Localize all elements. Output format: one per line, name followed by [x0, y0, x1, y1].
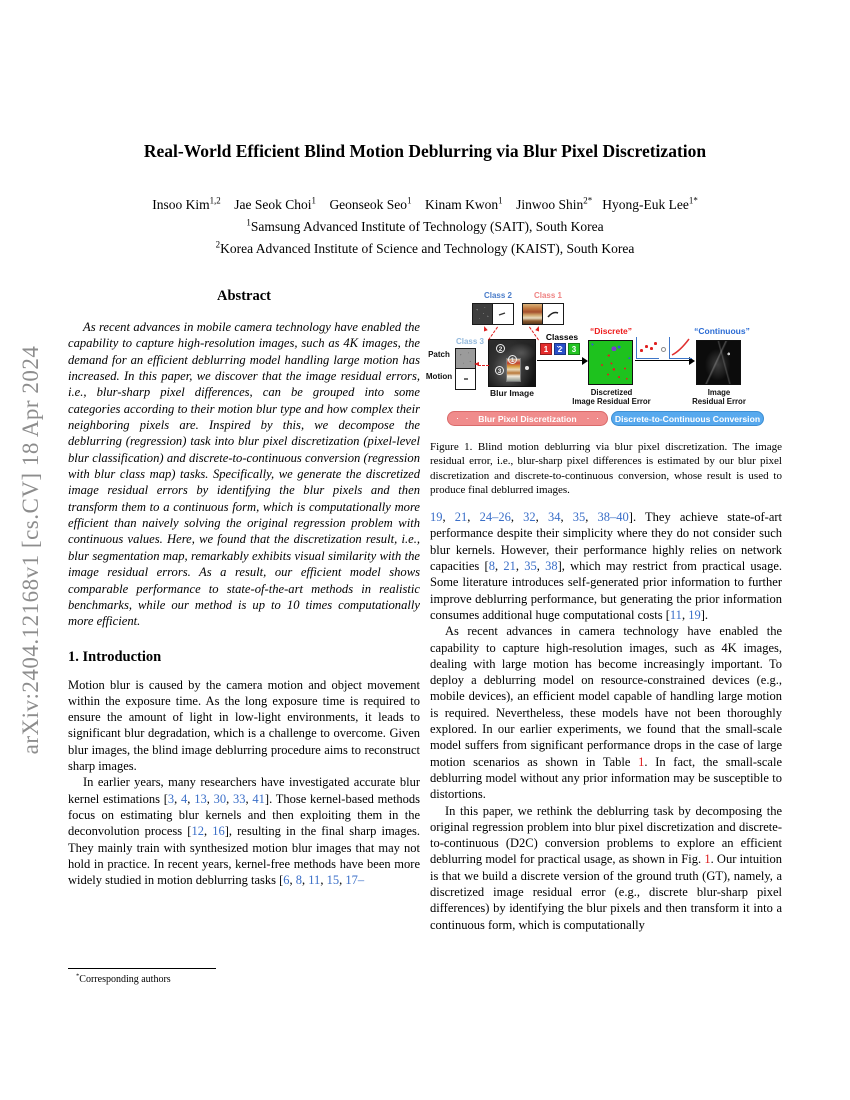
text-segment: 1	[246, 217, 251, 228]
text-segment: . In fact, the small-scale deblurring model without any prior information may be susceptible to distortions.	[430, 754, 782, 802]
motion-label: Motion	[425, 372, 453, 381]
text-segment: ,	[245, 791, 253, 806]
ref-link[interactable]: 1	[638, 754, 645, 769]
text-segment: ,	[560, 510, 573, 525]
citation-link[interactable]: 8	[488, 559, 495, 574]
dashed-arrow-class1-head	[535, 325, 540, 331]
text-segment: Insoo Kim	[152, 197, 210, 212]
text-segment	[412, 197, 426, 212]
abstract-heading: Abstract	[217, 288, 271, 304]
class-1-patch-image	[522, 303, 543, 325]
text-segment: ].	[700, 607, 708, 622]
text-segment: Jinwoo Shin	[516, 197, 584, 212]
text-segment: ,	[203, 824, 213, 839]
text-segment: 1*	[688, 195, 698, 206]
d2c-curve-icon	[670, 337, 691, 357]
citation-link[interactable]: 21	[454, 510, 468, 525]
affiliation-1	[0, 219, 850, 235]
text-segment: ,	[510, 510, 524, 525]
blur-mark-1: 1	[508, 355, 517, 364]
scatter-dot	[654, 342, 657, 345]
citation-link[interactable]: 24–26	[479, 510, 511, 525]
class-1-kernel-box	[543, 303, 564, 325]
residual-caption-line2: Residual Error	[692, 397, 746, 406]
text-segment: 2	[215, 239, 221, 250]
citation-link[interactable]: 4	[181, 791, 188, 806]
text-segment	[503, 197, 517, 212]
motion-kernel-dash-icon	[462, 376, 470, 382]
class-2-patch-image	[472, 303, 493, 325]
citation-link[interactable]: 30	[213, 791, 227, 806]
class-1-label: Class 1	[533, 291, 563, 300]
dashed-arrow-class2-head	[482, 325, 487, 331]
citation-link[interactable]: 21	[503, 559, 516, 574]
text-segment: Geonseok Seo	[329, 197, 408, 212]
blur-mark-3: 3	[495, 366, 504, 375]
text-segment: ]. They achieve state-of-art performance despite their simplicity where they do not consider such blur kernels. However, their performance highly relies on network capacities [	[430, 510, 783, 574]
text-segment: Jae Seok Choi	[234, 197, 312, 212]
text-segment: *	[76, 972, 80, 980]
citation-link[interactable]: 17–	[345, 873, 365, 888]
text-segment: ,	[226, 791, 233, 806]
text-segment: 2*	[583, 195, 593, 206]
mapping-circle-icon	[661, 347, 666, 352]
text-segment	[221, 197, 235, 212]
class-3-label: Class 3	[455, 337, 485, 346]
text-segment	[316, 197, 330, 212]
citation-link[interactable]: 38–40	[597, 510, 629, 525]
discretized-residual-image	[588, 340, 633, 385]
arxiv-watermark: arXiv:2404.12168v1 [cs.CV] 18 Apr 2024	[18, 345, 43, 755]
citation-link[interactable]: 35	[524, 559, 537, 574]
intro-paragraph-2	[68, 774, 420, 888]
banner-discrete-to-continuous-conversion: Discrete-to-Continuous Conversion	[611, 411, 764, 426]
curve-plot	[669, 337, 692, 359]
discrete-label: “Discrete”	[589, 326, 633, 336]
citation-link[interactable]: 32	[523, 510, 536, 525]
affiliation-2	[0, 241, 850, 257]
text-segment: ,	[467, 510, 480, 525]
text-segment: ,	[289, 873, 296, 888]
text-segment: ,	[174, 791, 182, 806]
citation-link[interactable]: 38	[545, 559, 558, 574]
text-segment: ,	[494, 559, 504, 574]
blur-mark-2: 2	[496, 344, 505, 353]
text-segment: Samsung Advanced Institute of Technology (SAIT), South Korea	[250, 219, 604, 234]
patch-label: Patch	[428, 350, 450, 359]
citation-link[interactable]: 13	[194, 791, 207, 806]
text-segment: ], resulting in the final sharp images. They mainly train with synthesized motion blur images that may not hold in practice. In recent years, kernel-free methods have been more widely studied in motion deblurring tasks [	[68, 824, 421, 888]
figure-1-caption: Figure 1. Blind motion deblurring via blur pixel discretization. The image residual error, i.e., blur-sharp pixel differences is estimated by our blur pixel discretization and discrete-to-continuous conversion, whose result is used to produce final deblurred images.	[430, 441, 782, 496]
dashed-arrow-class3-head	[474, 362, 479, 366]
text-segment: . Our intuition is that we build a discrete version of the ground truth (GT), namely, a discretized image residual error (e.g., discrete blur-sharp pixel differences) by identifying the blur pixels and then transform it into a continuous form, which is computationally	[430, 852, 782, 932]
text-segment: ,	[302, 873, 309, 888]
abstract-text: As recent advances in mobile camera technology have enabled the capability to capture high-resolution images, such as 4K images, the demand for an efficient deblurring model handling large motion has increased. In this paper, we discover that the image residual errors, i.e., blur-sharp pixel differences, can be grouped into some categories according to their motion blur type and how complex their neighboring pixels are. Inspired by this, we decompose the deblurring (regression) task into blur pixel discretization (pixel-level blur classification) and discrete-to-continuous conversion (regression with blur class map) tasks. Specifically, we generate the discretized image residual errors by identifying the blur pixels and then transform them to a continuous form, which is computationally more efficient than naively solving the original regression problem with continuous values. Here, we found that the discretization result, i.e., blur segmentation map, remarkably exhibits visual similarity with the image residual errors. As a result, our efficient model shows comparable performance to state-of-the-art methods in realistic benchmarks, while our method is up to 10 times computationally more efficient.	[68, 320, 420, 629]
class-2-kernel-box	[493, 303, 514, 325]
text-segment: Hyong-Euk Lee	[602, 197, 689, 212]
blur-image	[488, 339, 536, 387]
text-segment: ,	[206, 791, 214, 806]
text-segment: 1	[407, 195, 412, 206]
continuous-label: “Continuous”	[694, 326, 750, 336]
text-segment: Corresponding authors	[79, 974, 171, 985]
figure-1	[425, 284, 782, 432]
scatter-dot	[640, 349, 643, 352]
citation-link[interactable]: 15	[326, 873, 340, 888]
residual-image-caption	[680, 388, 758, 406]
text-segment: ], which may restrict from practical usage. Some literature introduces self-generated prior information to further improve deblurring performance, but generating the prior information consumes additional huge computational costs [	[430, 559, 783, 622]
residual-caption-line1: Image	[707, 388, 731, 397]
text-segment: ,	[339, 873, 346, 888]
text-segment: ,	[535, 510, 548, 525]
citation-link[interactable]: 33	[233, 791, 246, 806]
class-square-1: 1	[540, 343, 552, 355]
body-paragraph-rethink	[430, 803, 782, 933]
footnote-corresponding-authors	[76, 974, 171, 985]
text-segment	[592, 197, 602, 212]
paper-title: Real-World Efficient Blind Motion Deblurring via Blur Pixel Discretization	[143, 141, 707, 161]
text-segment: ,	[515, 559, 525, 574]
discretized-image-caption	[564, 388, 659, 406]
text-segment: 1,2	[209, 195, 221, 206]
text-segment: ]. Those kernel-based methods focus on estimating blur kernels and then exploiting them in the deconvolution process [	[68, 791, 421, 839]
footnote-rule	[68, 968, 216, 969]
text-segment: ,	[187, 791, 195, 806]
text-segment: ,	[681, 607, 689, 622]
text-segment: 1	[498, 195, 503, 206]
flow-arrow-1	[537, 360, 583, 361]
citation-link[interactable]: 16	[212, 824, 225, 839]
class-1-patch-pair	[522, 303, 564, 325]
text-segment: As recent advances in camera technology have enabled the capability to capture high-resolution images, such as 4K images, dealing with large motion has become increasingly important. To deploy a deblurring model on resource-constrained devices (e.g., mobile devices), an efficient model capable of handling large motion is required. Nevertheless, these models have not been thoroughly explored. In our earlier experiments, we found that the small-scale model suffers from significant performance drops in the case of large motion scenarios as shown in Table	[430, 624, 782, 769]
citation-link[interactable]: 35	[572, 510, 586, 525]
class-2-patch-pair	[472, 303, 514, 325]
discretized-caption-line1: Discretized	[590, 388, 633, 397]
citation-link[interactable]: 6	[283, 873, 290, 888]
discretized-caption-line2: Image Residual Error	[572, 397, 651, 406]
right-column	[425, 284, 783, 933]
citation-link[interactable]: 8	[295, 873, 303, 888]
blur-image-highlight	[525, 366, 529, 370]
citation-link[interactable]: 11	[669, 607, 682, 622]
flow-arrow-2	[635, 360, 691, 361]
motion-kernel-icon	[497, 310, 509, 318]
text-segment: ,	[536, 559, 546, 574]
text-segment: Korea Advanced Institute of Science and Technology (KAIST), South Korea	[220, 241, 635, 256]
citation-link[interactable]: 12	[191, 824, 204, 839]
class-3-patch-image	[455, 348, 476, 369]
text-segment: ,	[320, 873, 327, 888]
left-column	[68, 288, 420, 888]
author-line	[0, 197, 850, 213]
image-residual-error-image	[696, 340, 741, 385]
banner-blur-pixel-discretization: Blur Pixel Discretization	[447, 411, 608, 426]
class-square-3: 3	[568, 343, 580, 355]
dashed-arrow-class3	[478, 365, 489, 366]
class-3-kernel-box	[455, 369, 476, 390]
body-paragraph-camera-advances	[430, 623, 782, 802]
text-segment: In this paper, we rethink the deblurring task by decomposing the original regression problem into blur pixel discretization and discrete-to-continuous (D2C) conversion problems to explore an efficient deblurring model for practical usage, as shown in Fig.	[430, 803, 782, 867]
class-3-patch-pair	[455, 348, 476, 390]
citation-link[interactable]: 19	[430, 510, 443, 525]
motion-kernel-curve-icon	[546, 309, 560, 319]
text-segment: ,	[585, 510, 598, 525]
scatter-plot	[636, 337, 659, 359]
class-legend	[540, 343, 580, 355]
citation-link[interactable]: 3	[167, 791, 175, 806]
text-segment: ,	[442, 510, 455, 525]
classes-label: Classes	[545, 332, 579, 342]
text-segment: Kinam Kwon	[425, 197, 499, 212]
scatter-dot	[645, 345, 648, 348]
intro-paragraph-1: Motion blur is caused by the camera motion and object movement within the exposure time. As the long exposure time is required to ensure the amount of light in low-light environments, it leads to significant blur degradation, which is a challenge to overcome. Given blur images, the blind image deblurring procedure aims to reconstruct sharp images.	[68, 677, 420, 774]
citation-link[interactable]: 34	[547, 510, 561, 525]
text-segment: 1	[311, 195, 316, 206]
scatter-dot	[650, 347, 653, 350]
blur-image-caption: Blur Image	[490, 388, 534, 398]
citation-link[interactable]: 11	[308, 873, 321, 888]
citation-link[interactable]: 41	[252, 791, 265, 806]
class-square-2: 2	[554, 343, 566, 355]
class-2-label: Class 2	[483, 291, 513, 300]
ref-link[interactable]: 1	[704, 852, 711, 867]
body-paragraph-continuation	[430, 509, 782, 623]
citation-link[interactable]: 19	[688, 607, 701, 622]
section-heading-introduction: 1. Introduction	[68, 648, 162, 665]
text-segment: In earlier years, many researchers have investigated accurate blur kernel estimations [	[68, 775, 420, 806]
